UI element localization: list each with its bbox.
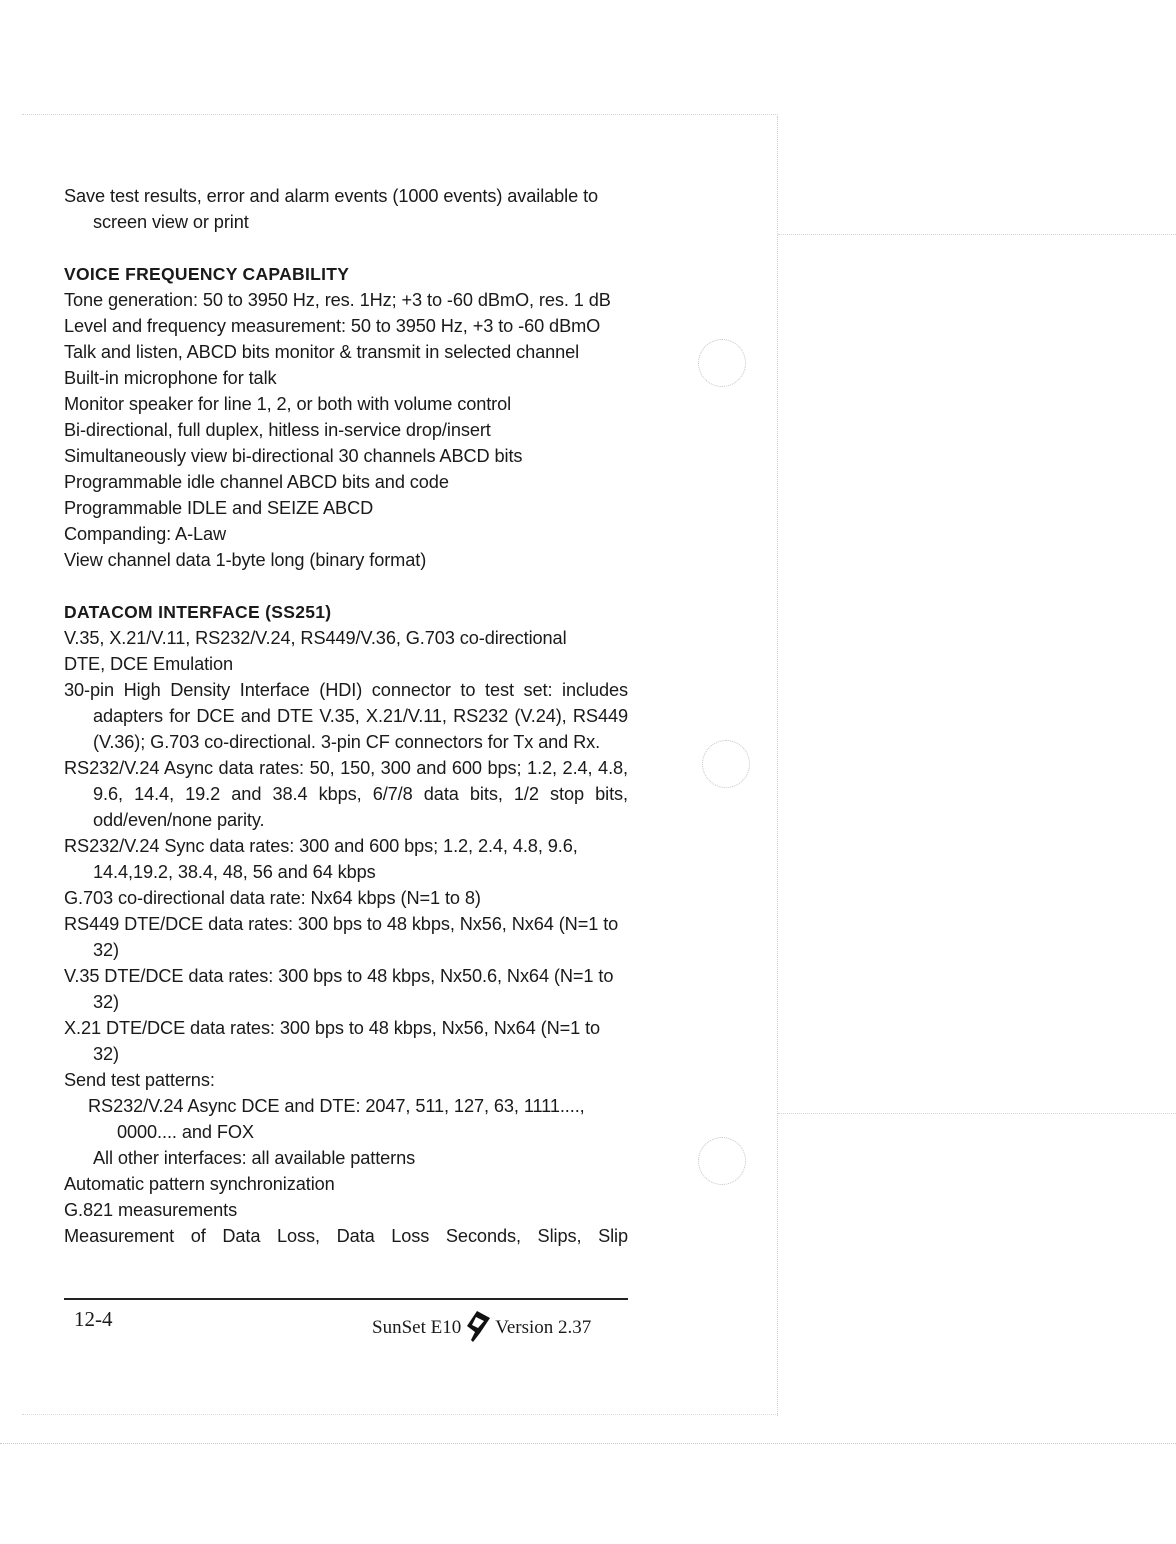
- spec-item: Companding: A-Law: [64, 524, 227, 544]
- spec-item: V.35, X.21/V.11, RS232/V.24, RS449/V.36, G.703 co-directional: [64, 628, 567, 648]
- spec-item: RS232/V.24 Sync data rates: 300 and 600 bps; 1.2, 2.4, 4.8, 9.6, 14.4,19.2, 38.4, 48, 56 and 64 kbps: [64, 836, 578, 882]
- footer-product: SunSet E10: [372, 1317, 462, 1338]
- spec-item: Measurement of Data Loss, Data Loss Seconds, Slips, Slip: [64, 1226, 628, 1246]
- spec-item: View channel data 1-byte long (binary format): [64, 550, 427, 570]
- spec-item: 30-pin High Density Interface (HDI) connector to test set: includes adapters for DCE and DTE V.35, X.21/V.11, RS232 (V.24), RS449 (V.36); G.703 co-directional. 3-pin CF connectors for Tx and Rx.: [64, 680, 628, 752]
- spec-item: Programmable idle channel ABCD bits and code: [64, 472, 449, 492]
- page-edge-mid-lower: [778, 1113, 1176, 1114]
- section-heading-datacom: DATACOM INTERFACE (SS251): [64, 602, 332, 622]
- intro-line: Save test results, error and alarm events (1000 events) available to screen view or print: [64, 186, 599, 232]
- spec-item: X.21 DTE/DCE data rates: 300 bps to 48 kbps, Nx56, Nx64 (N=1 to 32): [64, 1018, 601, 1064]
- footer-rule: [64, 1298, 628, 1300]
- spec-item: RS232/V.24 Async data rates: 50, 150, 300 and 600 bps; 1.2, 2.4, 4.8, 9.6, 14.4, 19.2 and 38.4 kbps, 6/7/8 data bits, 1/2 stop bits, odd/even/none parity.: [64, 758, 628, 830]
- page-edge-bottom: [22, 1414, 778, 1415]
- spec-item: Talk and listen, ABCD bits monitor & transmit in selected channel: [64, 342, 580, 362]
- page-edge-mid-upper: [778, 234, 1176, 235]
- spec-item: RS449 DTE/DCE data rates: 300 bps to 48 kbps, Nx56, Nx64 (N=1 to 32): [64, 914, 619, 960]
- page-content: [64, 183, 628, 1249]
- footer-title: [372, 1309, 591, 1343]
- spec-item: Tone generation: 50 to 3950 Hz, res. 1Hz; +3 to -60 dBmO, res. 1 dB: [64, 290, 611, 310]
- section-heading-voice: VOICE FREQUENCY CAPABILITY: [64, 264, 350, 284]
- spec-item: Monitor speaker for line 1, 2, or both with volume control: [64, 394, 512, 414]
- footer-version: Version 2.37: [495, 1317, 592, 1338]
- page-edge-top: [22, 114, 778, 115]
- binder-hole: [698, 339, 746, 387]
- binder-hole: [702, 740, 750, 788]
- spec-item: Send test patterns:: [64, 1070, 215, 1090]
- page-edge-right: [777, 116, 778, 1416]
- spec-item: Automatic pattern synchronization: [64, 1174, 335, 1194]
- spec-item: Level and frequency measurement: 50 to 3950 Hz, +3 to -60 dBmO: [64, 316, 601, 336]
- spec-sub-item: RS232/V.24 Async DCE and DTE: 2047, 511, 127, 63, 1111...., 0000.... and FOX: [88, 1096, 585, 1142]
- page-edge-bottom-outer: [0, 1443, 1176, 1444]
- spec-item: G.821 measurements: [64, 1200, 238, 1220]
- binder-hole: [698, 1137, 746, 1185]
- spec-item: Built-in microphone for talk: [64, 368, 277, 388]
- sunset-device-icon: [463, 1309, 493, 1343]
- spec-sub-item: All other interfaces: all available patterns: [93, 1148, 416, 1168]
- page-number: 12-4: [74, 1307, 113, 1331]
- spec-item: Bi-directional, full duplex, hitless in-service drop/insert: [64, 420, 491, 440]
- spec-item: G.703 co-directional data rate: Nx64 kbps (N=1 to 8): [64, 888, 481, 908]
- spec-item: V.35 DTE/DCE data rates: 300 bps to 48 kbps, Nx50.6, Nx64 (N=1 to 32): [64, 966, 614, 1012]
- spec-item: DTE, DCE Emulation: [64, 654, 234, 674]
- spec-item: Programmable IDLE and SEIZE ABCD: [64, 498, 374, 518]
- spec-item: Simultaneously view bi-directional 30 channels ABCD bits: [64, 446, 523, 466]
